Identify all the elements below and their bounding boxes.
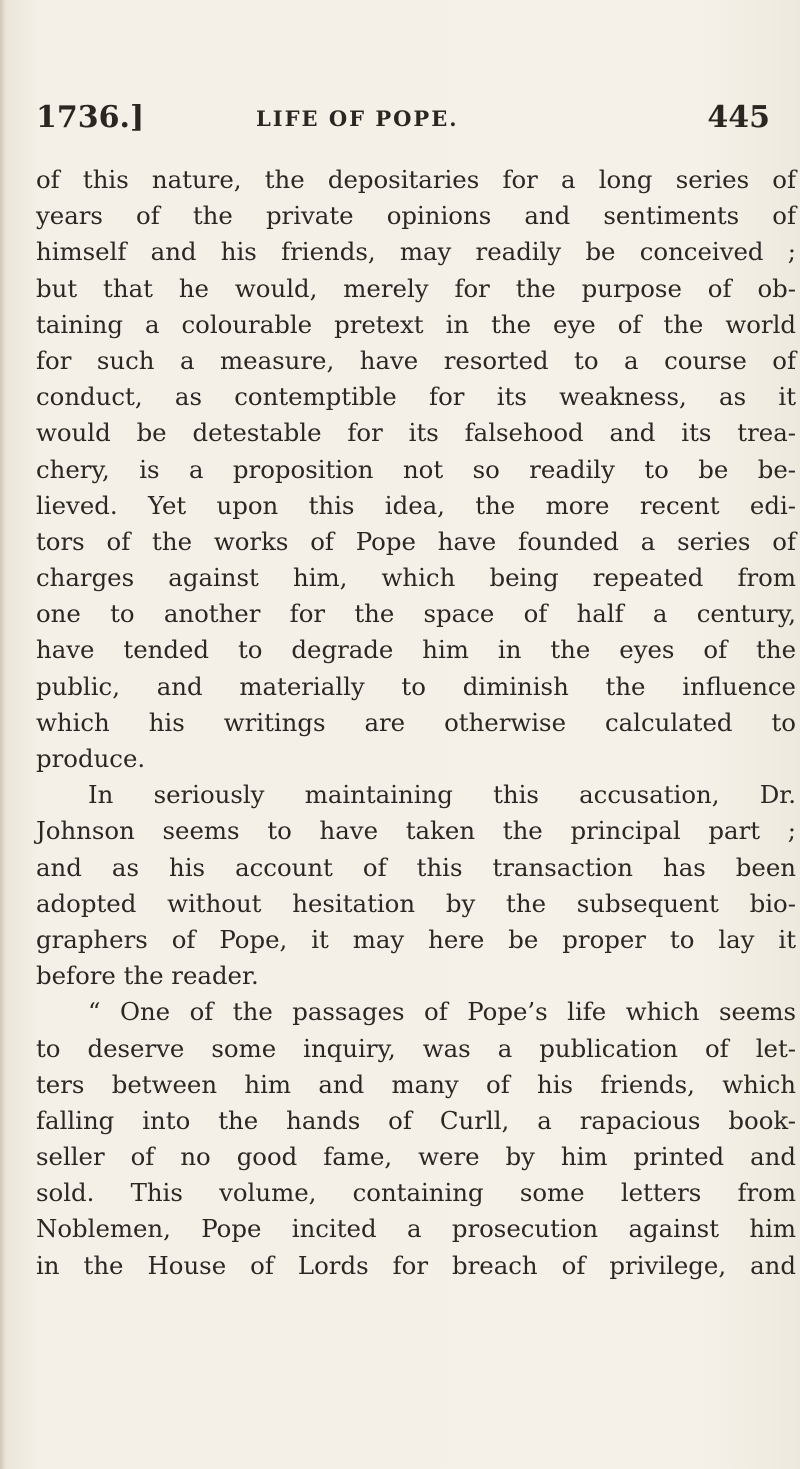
page-number: 445 xyxy=(707,100,770,135)
text-line: charges against him, which being repeated from xyxy=(36,563,796,593)
text-line: and as his account of this transaction has been xyxy=(36,852,796,882)
text-line: sold. This volume, containing some letters from xyxy=(36,1178,796,1208)
text-line: public, and materially to diminish the influence xyxy=(36,671,796,701)
text-line: graphers of Pope, it may here be proper to lay it xyxy=(36,924,796,954)
header-running-title: LIFE OF POPE. xyxy=(256,106,459,131)
gutter-shadow xyxy=(0,0,6,1469)
text-line: conduct, as contemptible for its weakness, as it xyxy=(36,382,796,412)
text-line: himself and his friends, may readily be conceived ; xyxy=(36,237,796,267)
text-line: Johnson seems to have taken the principal part ; xyxy=(36,816,796,846)
body-text xyxy=(36,162,796,1284)
text-line: but that he would, merely for the purpose of ob- xyxy=(36,273,796,303)
text-line: taining a colourable pretext in the eye of the world xyxy=(36,309,796,339)
text-line: adopted without hesitation by the subsequent bio- xyxy=(36,888,796,918)
text-line: tors of the works of Pope have founded a series of xyxy=(36,526,796,556)
text-line: before the reader. xyxy=(36,961,259,991)
text-line: chery, is a proposition not so readily to be be- xyxy=(36,454,796,484)
text-line: which his writings are otherwise calculated to xyxy=(36,707,796,737)
header-year: 1736.] xyxy=(36,100,145,135)
running-header xyxy=(0,100,800,140)
text-line: for such a measure, have resorted to a course of xyxy=(36,345,796,375)
text-line: of this nature, the depositaries for a long series of xyxy=(36,165,796,194)
text-line: years of the private opinions and sentiments of xyxy=(36,201,796,231)
paragraph-start-line: In seriously maintaining this accusation, Dr. xyxy=(88,780,796,810)
text-line: produce. xyxy=(36,744,146,773)
text-line: lieved. Yet upon this idea, the more recent edi- xyxy=(36,490,796,520)
quotation-start-line: “ One of the passages of Pope’s life which seems xyxy=(88,997,796,1027)
text-line: seller of no good fame, were by him printed and xyxy=(36,1142,796,1172)
text-line: in the House of Lords for breach of privilege, and xyxy=(36,1250,796,1280)
text-line: one to another for the space of half a century, xyxy=(36,599,796,629)
text-line: have tended to degrade him in the eyes of the xyxy=(36,635,796,665)
text-line: falling into the hands of Curll, a rapacious book- xyxy=(36,1105,796,1135)
text-line: to deserve some inquiry, was a publication of let- xyxy=(36,1033,796,1063)
text-line: would be detestable for its falsehood and its trea- xyxy=(36,418,796,448)
text-line: Noblemen, Pope incited a prosecution against him xyxy=(36,1214,796,1244)
text-line: ters between him and many of his friends, which xyxy=(36,1069,796,1099)
